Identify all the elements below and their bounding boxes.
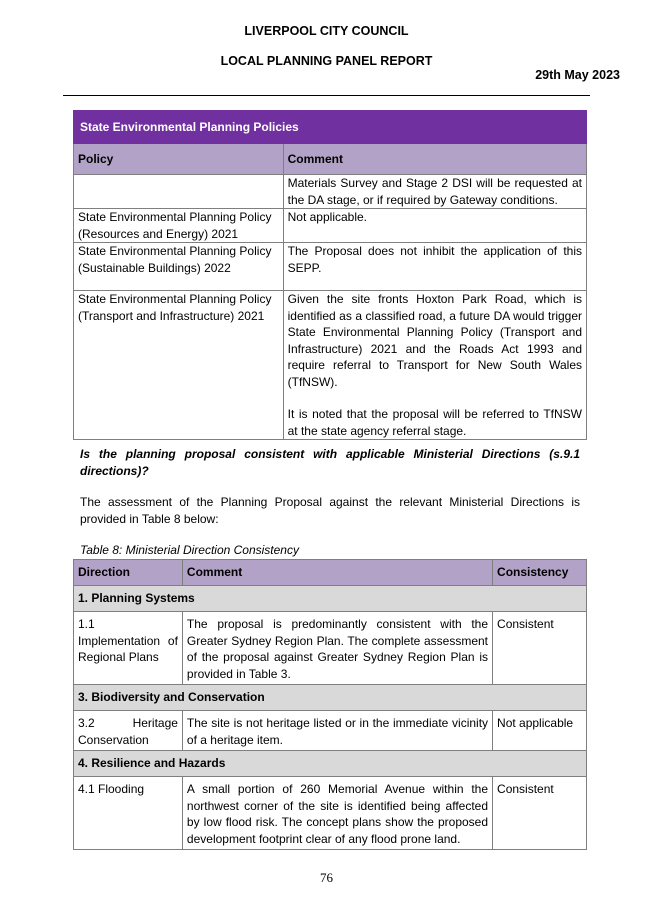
table-row [74, 175, 587, 209]
sepp-table-title: State Environmental Planning Policies [74, 111, 587, 144]
policy-cell: State Environmental Planning Policy (Transport and Infrastructure) 2021 [74, 291, 284, 440]
comment-cell: The Proposal does not inhibit the application of this SEPP. [283, 243, 586, 291]
policy-cell: State Environmental Planning Policy (Resources and Energy) 2021 [74, 209, 284, 243]
table-row [74, 777, 587, 850]
direction-cell: 1.1 Implementation of Regional Plans [74, 612, 183, 685]
sepp-table [73, 110, 587, 440]
table-row [74, 612, 587, 685]
col-header-consistency: Consistency [493, 560, 587, 586]
report-title: LOCAL PLANNING PANEL REPORT [220, 54, 433, 68]
report-date: 29th May 2023 [535, 68, 620, 82]
table-row [74, 711, 587, 751]
consistency-cell: Consistent [493, 777, 587, 850]
comment-cell: A small portion of 260 Memorial Avenue within the northwest corner of the site is identified being affected by low flood risk. The concept plans show the proposed development footprint clear of any flood prone land. [182, 777, 492, 850]
comment-paragraph: Given the site fronts Hoxton Park Road, which is identified as a classified road, a future DA would trigger State Environmental Planning Policy (Transport and Infrastructure) 2021 and the Roads Act 1993 and require referral to Transport for New South Wales (TfNSW). [287, 292, 582, 389]
comment-cell: The proposal is predominantly consistent with the Greater Sydney Region Plan. The complete assessment of the proposal against Greater Sydney Region Plan is provided in Table 3. [182, 612, 492, 685]
comment-cell: The site is not heritage listed or in the immediate vicinity of a heritage item. [182, 711, 492, 751]
consistency-cell: Not applicable [493, 711, 587, 751]
section-question: Is the planning proposal consistent with applicable Ministerial Directions (s.9.1 directions)? [80, 447, 580, 478]
council-name: LIVERPOOL CITY COUNCIL [244, 24, 409, 38]
header-divider [63, 95, 590, 96]
policy-cell [74, 175, 284, 209]
ministerial-direction-table [73, 559, 587, 850]
comment-paragraph: It is noted that the proposal will be referred to TfNSW at the state agency referral stage. [287, 407, 582, 438]
comment-cell: Not applicable. [283, 209, 586, 243]
section-row-title: 3. Biodiversity and Conservation [74, 685, 587, 711]
col-header-direction: Direction [74, 560, 183, 586]
section-row-title: 1. Planning Systems [74, 586, 587, 612]
table-row [74, 243, 587, 291]
direction-cell: 3.2 Heritage Conservation [74, 711, 183, 751]
consistency-cell: Consistent [493, 612, 587, 685]
comment-cell: Materials Survey and Stage 2 DSI will be requested at the DA stage, or if required by Gateway conditions. [283, 175, 586, 209]
table-row [74, 209, 587, 243]
comment-cell [283, 291, 586, 440]
table-row [74, 291, 587, 440]
policy-cell: State Environmental Planning Policy (Sustainable Buildings) 2022 [74, 243, 284, 291]
body-paragraph: The assessment of the Planning Proposal against the relevant Ministerial Directions is provided in Table 8 below: [80, 495, 580, 526]
col-header-comment: Comment [182, 560, 492, 586]
section-row-title: 4. Resilience and Hazards [74, 751, 587, 777]
col-header-policy: Policy [74, 144, 284, 175]
table-caption: Table 8: Ministerial Direction Consistency [80, 543, 299, 557]
direction-cell: 4.1 Flooding [74, 777, 183, 850]
page-number: 76 [320, 870, 333, 885]
col-header-comment: Comment [283, 144, 586, 175]
